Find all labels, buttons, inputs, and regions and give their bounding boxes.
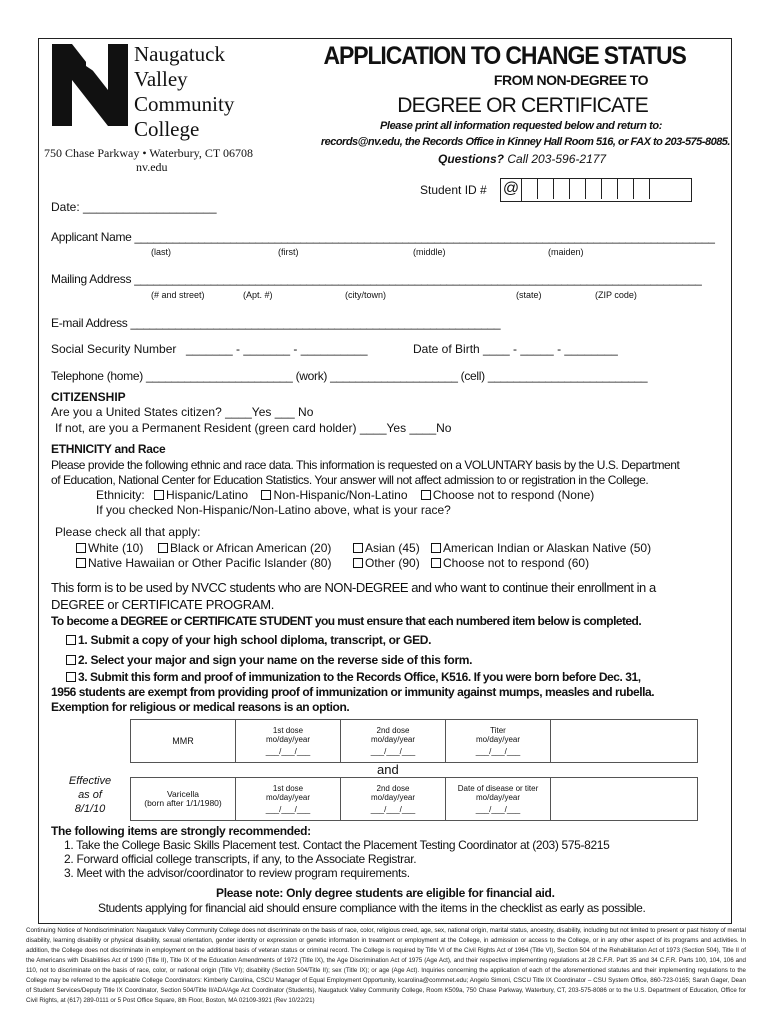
questions-phone: Call 203-596-2177 xyxy=(507,152,607,166)
address-part-street: (# and street) xyxy=(151,290,205,300)
mmr-dose-1[interactable]: 1st dose mo/day/year ___/___/___ xyxy=(236,720,341,763)
dob-field[interactable]: ____ - _____ - ________ xyxy=(483,342,618,356)
varicella-label: Varicella (born after 1/1/1980) xyxy=(131,778,236,821)
info-line-2: DEGREE or CERTIFICATE PROGRAM. xyxy=(51,597,275,612)
race-no-response[interactable]: Choose not to respond (60) xyxy=(431,556,589,570)
citizenship-heading: CITIZENSHIP xyxy=(51,390,126,404)
recommended-item-3: 3. Meet with the advisor/coordinator to review program requirements. xyxy=(64,866,410,880)
address-part-state: (state) xyxy=(516,290,542,300)
student-id-digit[interactable] xyxy=(634,179,650,199)
checkbox[interactable] xyxy=(421,490,431,500)
checkbox[interactable] xyxy=(154,490,164,500)
address-part-zip: (ZIP code) xyxy=(595,290,637,300)
checkbox[interactable] xyxy=(431,558,441,568)
college-name: Naugatuck Valley Community College xyxy=(134,42,235,141)
student-id-digit[interactable] xyxy=(538,179,554,199)
info-line-1: This form is to be used by NVCC students who are NON-DEGREE and who want to continue their enrollment in a xyxy=(51,580,656,595)
ethnicity-para-2: of Education, National Center for Education Statistics. Your answer will not affect admission to or registration in the College. xyxy=(51,473,649,487)
checkbox[interactable] xyxy=(158,543,168,553)
ethnicity-label: Ethnicity: xyxy=(96,488,145,502)
date-field[interactable]: Date: ____________________ xyxy=(51,200,217,214)
student-id-digit[interactable] xyxy=(650,179,665,199)
recommended-heading: The following items are strongly recommended: xyxy=(51,824,311,838)
race-other[interactable]: Other (90) xyxy=(353,556,420,570)
option-no-response[interactable]: Choose not to respond (None) xyxy=(421,488,594,502)
student-id-digit[interactable] xyxy=(586,179,602,199)
college-logo xyxy=(52,44,132,126)
student-id-digit[interactable] xyxy=(602,179,618,199)
student-id-digit[interactable] xyxy=(618,179,634,199)
ethnicity-options xyxy=(96,488,594,502)
dob-label: Date of Birth xyxy=(413,342,480,356)
ssn-label: Social Security Number xyxy=(51,342,177,356)
telephone-field[interactable]: Telephone (home) _______________________ (work) ____________________ (cell) _________________________ xyxy=(51,369,648,383)
option-hispanic[interactable]: Hispanic/Latino xyxy=(154,488,248,502)
questions-label: Questions? xyxy=(438,152,505,166)
address-part-city: (city/town) xyxy=(345,290,387,300)
name-part-maiden: (maiden) xyxy=(548,247,584,257)
form-subtitle-2: DEGREE OR CERTIFICATE xyxy=(397,94,648,117)
mmr-table xyxy=(130,719,698,763)
requirement-1: 1. Submit a copy of your high school diploma, transcript, or GED. xyxy=(66,633,431,647)
requirement-3-line-3: Exemption for religious or medical reasons is an option. xyxy=(51,700,350,714)
form-subtitle-1: FROM NON-DEGREE TO xyxy=(493,72,648,88)
checkbox[interactable] xyxy=(66,655,76,665)
mmr-label: MMR xyxy=(131,720,236,763)
race-question: If you checked Non-Hispanic/Non-Latino above, what is your race? xyxy=(96,503,451,517)
effective-date-note: Effective as of 8/1/10 xyxy=(68,775,112,815)
instructions-line-1: Please print all information requested below and return to: xyxy=(380,120,662,132)
recommended-item-2: 2. Forward official college transcripts, if any, to the Associate Registrar. xyxy=(64,852,417,866)
varicella-table xyxy=(130,777,698,821)
checkbox[interactable] xyxy=(66,635,76,645)
mmr-dose-2[interactable]: 2nd dose mo/day/year ___/___/___ xyxy=(341,720,446,763)
mmr-titer[interactable]: Titer mo/day/year ___/___/___ xyxy=(446,720,551,763)
ethnicity-heading: ETHNICITY and Race xyxy=(51,442,166,456)
ethnicity-para-1: Please provide the following ethnic and race data. This information is requested on a VOLUNTARY basis by the U.S. Department xyxy=(51,458,680,472)
name-part-first: (first) xyxy=(278,247,299,257)
and-connector: and xyxy=(377,762,399,777)
varicella-dose-2[interactable]: 2nd dose mo/day/year ___/___/___ xyxy=(341,778,446,821)
financial-aid-note: Please note: Only degree students are eligible for financial aid. xyxy=(216,886,555,900)
varicella-disease-date[interactable]: Date of disease or titer mo/day/year ___/___/___ xyxy=(446,778,551,821)
checkbox[interactable] xyxy=(261,490,271,500)
mailing-address-field[interactable]: Mailing Address _________________________________________________________________________________________ xyxy=(51,272,702,286)
resident-question[interactable]: If not, are you a Permanent Resident (green card holder) ____Yes ____No xyxy=(55,421,452,435)
varicella-extra-cell xyxy=(551,778,698,821)
address-part-apt: (Apt. #) xyxy=(243,290,273,300)
mmr-extra-cell xyxy=(551,720,698,763)
name-part-last: (last) xyxy=(151,247,171,257)
checkbox[interactable] xyxy=(76,543,86,553)
race-black[interactable]: Black or African American (20) xyxy=(158,541,331,555)
race-asian[interactable]: Asian (45) xyxy=(353,541,420,555)
questions-line xyxy=(438,152,606,166)
applicant-name-field[interactable]: Applicant Name ___________________________________________________________________________________________ xyxy=(51,230,715,244)
student-id-boxes[interactable] xyxy=(500,178,692,202)
varicella-dose-1[interactable]: 1st dose mo/day/year ___/___/___ xyxy=(236,778,341,821)
student-id-label: Student ID # xyxy=(420,183,487,197)
option-non-hispanic[interactable]: Non-Hispanic/Non-Latino xyxy=(261,488,407,502)
checkbox[interactable] xyxy=(431,543,441,553)
student-id-digit[interactable] xyxy=(570,179,586,199)
race-american-indian[interactable]: American Indian or Alaskan Native (50) xyxy=(431,541,651,555)
college-address: 750 Chase Parkway • Waterbury, CT 06708 xyxy=(44,146,253,160)
form-title: APPLICATION TO CHANGE STATUS xyxy=(323,42,686,70)
requirement-3: 3. Submit this form and proof of immunization to the Records Office, K516. If you were born before Dec. 31, xyxy=(66,670,641,684)
check-all-label: Please check all that apply: xyxy=(55,525,201,539)
email-field[interactable]: E-mail Address __________________________________________________________ xyxy=(51,316,501,330)
student-id-digit[interactable] xyxy=(522,179,538,199)
race-white[interactable]: White (10) xyxy=(76,541,143,555)
ssn-field[interactable]: _______ - _______ - __________ xyxy=(186,342,368,356)
nondiscrimination-notice: Continuing Notice of Nondiscrimination: Naugatuck Valley Community College does not discriminate on the basis of race, color, religious creed, age, sex, national origin, marital status, ancestry, disability, including but not limited to present or past history of mental disability, learning disability or physical disability, sexual orientation, gender identity or expression or genetic information in treatment or employment at the College, in admission or access to the College, or in any other aspect of its programs and activities. In addition, the College does not discriminate in employment on the additional basis of veteran status or criminal record. The College is required by Title VI of the Civil Rights Act of 1964 (Title VI), Section 504 of the Rehabilitation Act of 1973 (Section 504), Title II of the Americans with Disabilities Act of 1990 (Title II), Title IX of the Education Amendments of 1972 (Title IX), the Age Discrimination Act of 1975 (Age Act), and their respective implementing regulations at 28 C.F.R. Part 35 and 34 C.F.R. Parts 100, 104, 106 and 110, not to discriminate on the basis of race, color, or national origin (Title VI); disability (Section 504/Title II); sex (Title IX); or age (Age Act). Inquiries concerning the application of each of the aforementioned statutes and their implementing regulations to the College may be referred to the applicable College Coordinators: Kimberly Carolina, CSCU Manager of Equal Employment Opportunity, kcarolina@commnet.edu; Angelo Simoni, CSCU Title IX Coordinator – CSU System Office, 860-723-0165; Sarah Gager, Dean of Student Services/Deputy Title IX Coordinator, Section 504/Title II/ADA/Age Act Coordinator (Students), Naugatuck Valley Community College, Room K509a, 750 Chase Parkway, Waterbury, CT, 203-575-8086 or to the U.S. Department of Education, Office for Civil Rights, at (617) 289-0111 or 5 Post Office Square, 8th Floor, Boston, MA 02109-3921 (Rev 10/22/21) xyxy=(26,927,746,1004)
citizen-question[interactable]: Are you a United States citizen? ____Yes ___ No xyxy=(51,405,314,419)
requirement-2: 2. Select your major and sign your name on the reverse side of this form. xyxy=(66,653,472,667)
checkbox[interactable] xyxy=(66,672,76,682)
financial-aid-compliance: Students applying for financial aid should ensure compliance with the items in the checklist as early as possible. xyxy=(98,901,646,915)
requirement-3-line-2: 1956 students are exempt from providing proof of immunization or immunity against mumps, measles and rubella. xyxy=(51,685,655,699)
college-website: nv.edu xyxy=(136,160,168,174)
checkbox[interactable] xyxy=(353,543,363,553)
race-pacific-islander[interactable]: Native Hawaiian or Other Pacific Islander (80) xyxy=(76,556,331,570)
recommended-item-1: 1. Take the College Basic Skills Placement test. Contact the Placement Testing Coordinator at (203) 575-8215 xyxy=(64,838,610,852)
student-id-digit[interactable] xyxy=(554,179,570,199)
instructions-line-2: records@nv.edu, the Records Office in Kinney Hall Room 516, or FAX to 203-575-8085. xyxy=(320,136,730,148)
info-line-3: To become a DEGREE or CERTIFICATE STUDENT you must ensure that each numbered item below is completed. xyxy=(51,614,642,628)
student-id-prefix: @ xyxy=(501,179,522,201)
checkbox[interactable] xyxy=(353,558,363,568)
checkbox[interactable] xyxy=(76,558,86,568)
name-part-middle: (middle) xyxy=(413,247,446,257)
